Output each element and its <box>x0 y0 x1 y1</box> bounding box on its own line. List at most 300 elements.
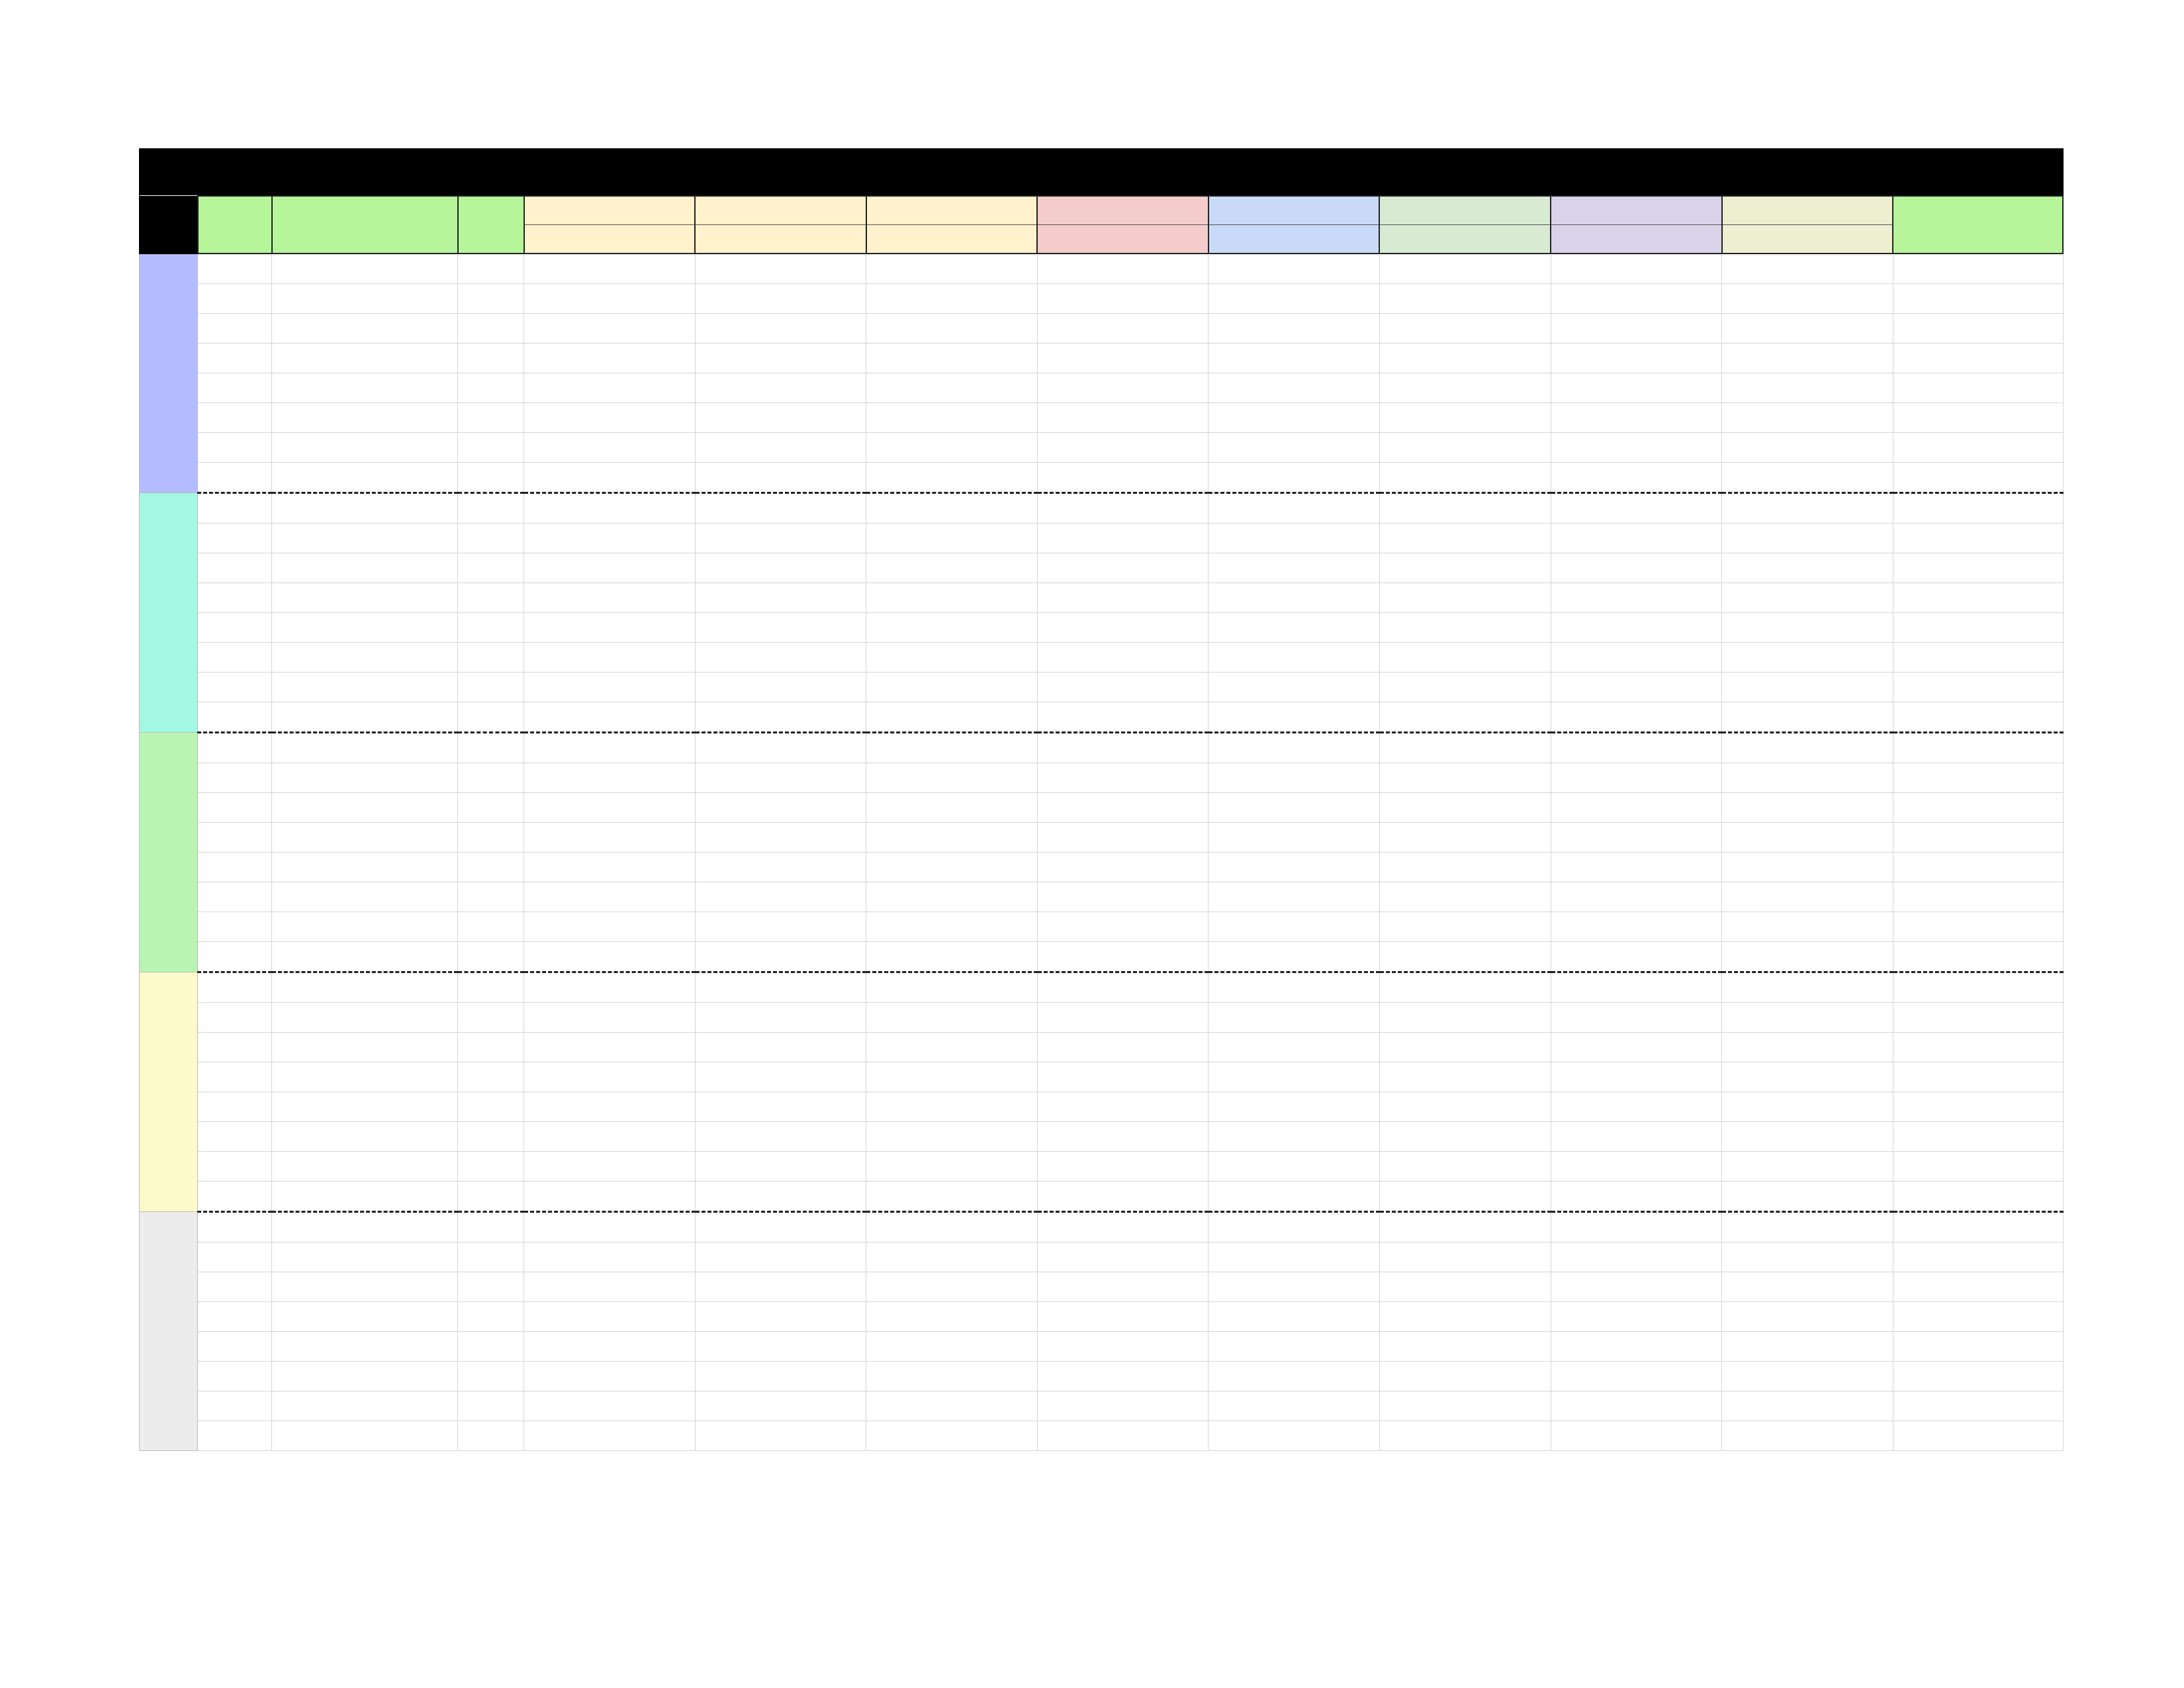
score-cell-fm <box>1551 733 1722 763</box>
rank-cell <box>198 493 272 524</box>
score-cell-dt <box>1208 1391 1380 1421</box>
score-cell-nm3 <box>866 1421 1038 1451</box>
score-cell-nm1 <box>524 1152 696 1182</box>
score-cell-nm3 <box>866 972 1038 1003</box>
score-cell-tb <box>1722 1243 1893 1272</box>
score-cell-hr <box>1037 493 1208 524</box>
score-cell-nm3 <box>866 942 1038 972</box>
qualifier-number-cell <box>458 1122 524 1152</box>
score-cell-nm2 <box>695 823 866 853</box>
player-name-cell <box>272 1122 458 1152</box>
score-cell-nm2 <box>695 613 866 643</box>
score-cell-nm1 <box>524 733 696 763</box>
qualifier-number-cell <box>458 1182 524 1212</box>
qualifier-number-header <box>458 196 524 254</box>
score-cell-nm3 <box>866 793 1038 823</box>
score-cell-nm1 <box>524 823 696 853</box>
score-cell-nm1 <box>524 433 696 463</box>
qualifier-number-cell <box>458 463 524 493</box>
total-cell <box>1893 912 2063 942</box>
rank-cell <box>198 284 272 314</box>
rank-cell <box>198 1033 272 1062</box>
score-cell-hd <box>1379 733 1551 763</box>
table-row <box>140 1003 2064 1033</box>
score-cell-hr <box>1037 254 1208 284</box>
score-cell-tb <box>1722 673 1893 702</box>
total-cell <box>1893 403 2063 433</box>
total-cell <box>1893 1243 2063 1272</box>
score-cell-dt <box>1208 763 1380 793</box>
rank-cell <box>198 1182 272 1212</box>
score-cell-fm <box>1551 1152 1722 1182</box>
rank-cell <box>198 853 272 882</box>
qualifier-number-cell <box>458 853 524 882</box>
player-name-cell <box>272 912 458 942</box>
score-cell-hd <box>1379 1092 1551 1122</box>
score-cell-fm <box>1551 1391 1722 1421</box>
score-cell-dt <box>1208 1212 1380 1243</box>
score-cell-dt <box>1208 1272 1380 1302</box>
table-row <box>140 284 2064 314</box>
score-cell-nm1 <box>524 1182 696 1212</box>
score-cell-dt <box>1208 1062 1380 1092</box>
score-cell-hd <box>1379 254 1551 284</box>
score-cell-dt <box>1208 1243 1380 1272</box>
player-name-cell <box>272 793 458 823</box>
score-cell-dt <box>1208 284 1380 314</box>
table-row <box>140 763 2064 793</box>
score-cell-hr <box>1037 1302 1208 1332</box>
score-cell-nm1 <box>524 912 696 942</box>
total-cell <box>1893 1362 2063 1391</box>
table-row <box>140 1302 2064 1332</box>
score-cell-dt <box>1208 1421 1380 1451</box>
score-cell-nm3 <box>866 853 1038 882</box>
rank-cell <box>198 1302 272 1332</box>
score-cell-dt <box>1208 823 1380 853</box>
score-cell-dt <box>1208 1332 1380 1362</box>
score-cell-hd <box>1379 972 1551 1003</box>
score-cell-tb <box>1722 643 1893 673</box>
score-cell-fm <box>1551 403 1722 433</box>
player-name-header <box>272 196 458 254</box>
score-cell-tb <box>1722 254 1893 284</box>
score-cell-nm3 <box>866 1062 1038 1092</box>
score-cell-dt <box>1208 493 1380 524</box>
qualifier-number-cell <box>458 733 524 763</box>
score-cell-dt <box>1208 524 1380 553</box>
score-cell-tb <box>1722 1272 1893 1302</box>
score-cell-fm <box>1551 613 1722 643</box>
qualifier-number-cell <box>458 1152 524 1182</box>
score-cell-hr <box>1037 1362 1208 1391</box>
score-cell-nm2 <box>695 853 866 882</box>
total-cell <box>1893 1152 2063 1182</box>
score-cell-nm2 <box>695 942 866 972</box>
score-cell-nm3 <box>866 493 1038 524</box>
rank-cell <box>198 823 272 853</box>
map-song-fm <box>1551 225 1722 254</box>
total-cell <box>1893 1122 2063 1152</box>
results-table <box>139 148 2064 1451</box>
score-cell-fm <box>1551 284 1722 314</box>
score-cell-fm <box>1551 912 1722 942</box>
score-cell-nm3 <box>866 1182 1038 1212</box>
rank-cell <box>198 702 272 733</box>
score-cell-tb <box>1722 1122 1893 1152</box>
score-cell-hd <box>1379 1272 1551 1302</box>
score-cell-nm2 <box>695 524 866 553</box>
player-name-cell <box>272 823 458 853</box>
score-cell-dt <box>1208 1033 1380 1062</box>
score-cell-nm2 <box>695 763 866 793</box>
score-cell-hr <box>1037 403 1208 433</box>
table-row <box>140 1152 2064 1182</box>
score-cell-nm1 <box>524 1033 696 1062</box>
score-cell-fm <box>1551 433 1722 463</box>
score-cell-nm3 <box>866 1391 1038 1421</box>
score-cell-nm2 <box>695 1122 866 1152</box>
score-cell-tb <box>1722 493 1893 524</box>
score-cell-nm2 <box>695 583 866 613</box>
score-cell-nm1 <box>524 493 696 524</box>
score-cell-tb <box>1722 1092 1893 1122</box>
total-cell <box>1893 882 2063 912</box>
score-cell-nm1 <box>524 1092 696 1122</box>
table-row <box>140 1362 2064 1391</box>
score-cell-hd <box>1379 763 1551 793</box>
rank-cell <box>198 1362 272 1391</box>
seed-group-label <box>140 493 198 733</box>
score-cell-hr <box>1037 823 1208 853</box>
score-cell-nm2 <box>695 553 866 583</box>
score-cell-nm2 <box>695 673 866 702</box>
score-cell-dt <box>1208 613 1380 643</box>
score-cell-nm1 <box>524 1302 696 1332</box>
score-cell-nm3 <box>866 882 1038 912</box>
qualifier-number-cell <box>458 373 524 403</box>
score-cell-hd <box>1379 1033 1551 1062</box>
score-cell-hd <box>1379 493 1551 524</box>
score-cell-nm1 <box>524 1212 696 1243</box>
score-cell-tb <box>1722 463 1893 493</box>
score-cell-fm <box>1551 1243 1722 1272</box>
score-cell-nm2 <box>695 1421 866 1451</box>
score-cell-nm1 <box>524 1332 696 1362</box>
score-cell-dt <box>1208 1092 1380 1122</box>
score-cell-tb <box>1722 314 1893 344</box>
total-cell <box>1893 1391 2063 1421</box>
seed-header-blank <box>140 196 198 254</box>
qualifier-number-cell <box>458 433 524 463</box>
qualifier-number-cell <box>458 1421 524 1451</box>
score-cell-nm3 <box>866 1272 1038 1302</box>
score-cell-hd <box>1379 583 1551 613</box>
player-name-cell <box>272 493 458 524</box>
qualifier-number-cell <box>458 942 524 972</box>
score-cell-nm1 <box>524 254 696 284</box>
score-cell-dt <box>1208 972 1380 1003</box>
sheet-title <box>140 149 2064 197</box>
score-cell-fm <box>1551 793 1722 823</box>
total-cell <box>1893 1062 2063 1092</box>
score-cell-dt <box>1208 702 1380 733</box>
table-row <box>140 403 2064 433</box>
score-cell-nm1 <box>524 643 696 673</box>
score-cell-nm3 <box>866 763 1038 793</box>
seed-group-label <box>140 1212 198 1451</box>
score-cell-hd <box>1379 1122 1551 1152</box>
score-cell-nm2 <box>695 403 866 433</box>
qualifier-number-cell <box>458 284 524 314</box>
score-cell-hd <box>1379 1243 1551 1272</box>
score-cell-dt <box>1208 643 1380 673</box>
table-row <box>140 314 2064 344</box>
score-cell-hr <box>1037 583 1208 613</box>
score-cell-fm <box>1551 1092 1722 1122</box>
player-name-cell <box>272 344 458 373</box>
map-code-nm1 <box>524 196 696 225</box>
qualifier-number-cell <box>458 344 524 373</box>
map-code-dt <box>1208 196 1380 225</box>
score-cell-tb <box>1722 373 1893 403</box>
total-cell <box>1893 493 2063 524</box>
score-cell-tb <box>1722 1212 1893 1243</box>
qualifier-number-cell <box>458 763 524 793</box>
score-cell-hr <box>1037 763 1208 793</box>
score-cell-hr <box>1037 1152 1208 1182</box>
score-cell-hd <box>1379 1182 1551 1212</box>
total-cell <box>1893 1332 2063 1362</box>
score-cell-fm <box>1551 1302 1722 1332</box>
score-cell-hd <box>1379 1152 1551 1182</box>
total-cell <box>1893 254 2063 284</box>
qualifier-number-cell <box>458 823 524 853</box>
score-cell-nm3 <box>866 1362 1038 1391</box>
qualifier-number-cell <box>458 793 524 823</box>
score-cell-tb <box>1722 583 1893 613</box>
total-cell <box>1893 702 2063 733</box>
score-cell-hr <box>1037 314 1208 344</box>
qualifier-number-cell <box>458 1272 524 1302</box>
table-row <box>140 553 2064 583</box>
score-cell-hr <box>1037 702 1208 733</box>
player-name-cell <box>272 373 458 403</box>
score-cell-fm <box>1551 344 1722 373</box>
score-cell-nm2 <box>695 1272 866 1302</box>
seed-group-label <box>140 972 198 1212</box>
score-cell-tb <box>1722 433 1893 463</box>
score-cell-tb <box>1722 553 1893 583</box>
player-name-cell <box>272 1421 458 1451</box>
total-cell <box>1893 553 2063 583</box>
table-row <box>140 1122 2064 1152</box>
score-cell-nm3 <box>866 673 1038 702</box>
qualifier-number-cell <box>458 493 524 524</box>
score-cell-tb <box>1722 912 1893 942</box>
score-cell-fm <box>1551 1003 1722 1033</box>
score-cell-nm2 <box>695 1003 866 1033</box>
total-cell <box>1893 853 2063 882</box>
qualifier-number-cell <box>458 702 524 733</box>
score-cell-fm <box>1551 1122 1722 1152</box>
total-cell <box>1893 373 2063 403</box>
score-cell-hr <box>1037 1062 1208 1092</box>
score-cell-hd <box>1379 912 1551 942</box>
score-cell-nm1 <box>524 972 696 1003</box>
table-row <box>140 1272 2064 1302</box>
score-cell-tb <box>1722 1152 1893 1182</box>
score-cell-hd <box>1379 1302 1551 1332</box>
score-cell-tb <box>1722 344 1893 373</box>
score-cell-fm <box>1551 823 1722 853</box>
player-name-cell <box>272 583 458 613</box>
score-cell-hd <box>1379 882 1551 912</box>
score-cell-nm1 <box>524 1421 696 1451</box>
table-row <box>140 433 2064 463</box>
seed-letter <box>140 841 197 863</box>
map-song-hd <box>1379 225 1551 254</box>
qualifier-number-cell <box>458 1092 524 1122</box>
score-cell-dt <box>1208 793 1380 823</box>
score-cell-hr <box>1037 463 1208 493</box>
score-cell-dt <box>1208 1302 1380 1332</box>
seed-letter <box>140 1081 197 1103</box>
score-cell-hd <box>1379 613 1551 643</box>
score-cell-nm1 <box>524 942 696 972</box>
table-row <box>140 1033 2064 1062</box>
score-cell-nm3 <box>866 1033 1038 1062</box>
score-cell-tb <box>1722 1332 1893 1362</box>
score-cell-hd <box>1379 344 1551 373</box>
score-cell-fm <box>1551 1332 1722 1362</box>
score-cell-hd <box>1379 314 1551 344</box>
player-name-cell <box>272 254 458 284</box>
table-row <box>140 1062 2064 1092</box>
table-row <box>140 493 2064 524</box>
total-cell <box>1893 643 2063 673</box>
score-cell-hr <box>1037 673 1208 702</box>
score-cell-fm <box>1551 373 1722 403</box>
qualifier-number-cell <box>458 254 524 284</box>
score-cell-hd <box>1379 1062 1551 1092</box>
rank-cell <box>198 1272 272 1302</box>
table-row <box>140 912 2064 942</box>
score-cell-dt <box>1208 1152 1380 1182</box>
player-name-cell <box>272 403 458 433</box>
score-cell-hd <box>1379 1332 1551 1362</box>
player-name-cell <box>272 1391 458 1421</box>
score-cell-tb <box>1722 1033 1893 1062</box>
rank-cell <box>198 1152 272 1182</box>
rank-cell <box>198 673 272 702</box>
score-cell-hd <box>1379 373 1551 403</box>
qualifier-number-cell <box>458 972 524 1003</box>
score-cell-tb <box>1722 882 1893 912</box>
score-cell-hr <box>1037 524 1208 553</box>
total-cell <box>1893 1092 2063 1122</box>
total-cell <box>1893 524 2063 553</box>
score-cell-fm <box>1551 972 1722 1003</box>
score-cell-nm2 <box>695 254 866 284</box>
score-cell-tb <box>1722 284 1893 314</box>
player-name-cell <box>272 314 458 344</box>
rank-cell <box>198 583 272 613</box>
player-name-cell <box>272 433 458 463</box>
table-row <box>140 942 2064 972</box>
score-cell-nm2 <box>695 733 866 763</box>
score-cell-nm3 <box>866 643 1038 673</box>
score-cell-dt <box>1208 1362 1380 1391</box>
score-cell-nm1 <box>524 1122 696 1152</box>
table-row <box>140 463 2064 493</box>
table-row <box>140 373 2064 403</box>
score-cell-hd <box>1379 433 1551 463</box>
score-cell-hd <box>1379 643 1551 673</box>
total-cell <box>1893 1272 2063 1302</box>
rank-cell <box>198 1391 272 1421</box>
score-cell-nm2 <box>695 1092 866 1122</box>
table-row <box>140 254 2064 284</box>
map-song-nm1 <box>524 225 696 254</box>
table-row <box>140 1182 2064 1212</box>
player-name-cell <box>272 463 458 493</box>
qualifier-number-cell <box>458 673 524 702</box>
total-header <box>1893 196 2063 254</box>
score-cell-hr <box>1037 1212 1208 1243</box>
score-cell-fm <box>1551 463 1722 493</box>
player-name-cell <box>272 1243 458 1272</box>
score-cell-hd <box>1379 673 1551 702</box>
rank-cell <box>198 733 272 763</box>
score-cell-nm1 <box>524 853 696 882</box>
table-row <box>140 1092 2064 1122</box>
score-cell-dt <box>1208 433 1380 463</box>
score-cell-fm <box>1551 254 1722 284</box>
score-cell-hr <box>1037 1003 1208 1033</box>
map-code-fm <box>1551 196 1722 225</box>
player-name-cell <box>272 673 458 702</box>
table-row <box>140 344 2064 373</box>
score-cell-nm3 <box>866 1152 1038 1182</box>
table-row <box>140 853 2064 882</box>
score-cell-hr <box>1037 1332 1208 1362</box>
player-name-cell <box>272 1362 458 1391</box>
score-cell-nm2 <box>695 1362 866 1391</box>
score-cell-hr <box>1037 553 1208 583</box>
total-cell <box>1893 793 2063 823</box>
score-cell-nm2 <box>695 284 866 314</box>
rank-cell <box>198 643 272 673</box>
score-cell-hd <box>1379 823 1551 853</box>
score-cell-dt <box>1208 1003 1380 1033</box>
table-row <box>140 1212 2064 1243</box>
score-cell-nm1 <box>524 1003 696 1033</box>
total-cell <box>1893 823 2063 853</box>
player-name-cell <box>272 733 458 763</box>
qualifier-number-cell <box>458 1212 524 1243</box>
score-cell-tb <box>1722 793 1893 823</box>
score-cell-fm <box>1551 583 1722 613</box>
score-cell-hd <box>1379 1212 1551 1243</box>
score-cell-tb <box>1722 972 1893 1003</box>
score-cell-dt <box>1208 314 1380 344</box>
total-cell <box>1893 463 2063 493</box>
score-cell-hr <box>1037 972 1208 1003</box>
results-body <box>140 254 2064 1451</box>
score-cell-nm3 <box>866 284 1038 314</box>
player-name-cell <box>272 553 458 583</box>
